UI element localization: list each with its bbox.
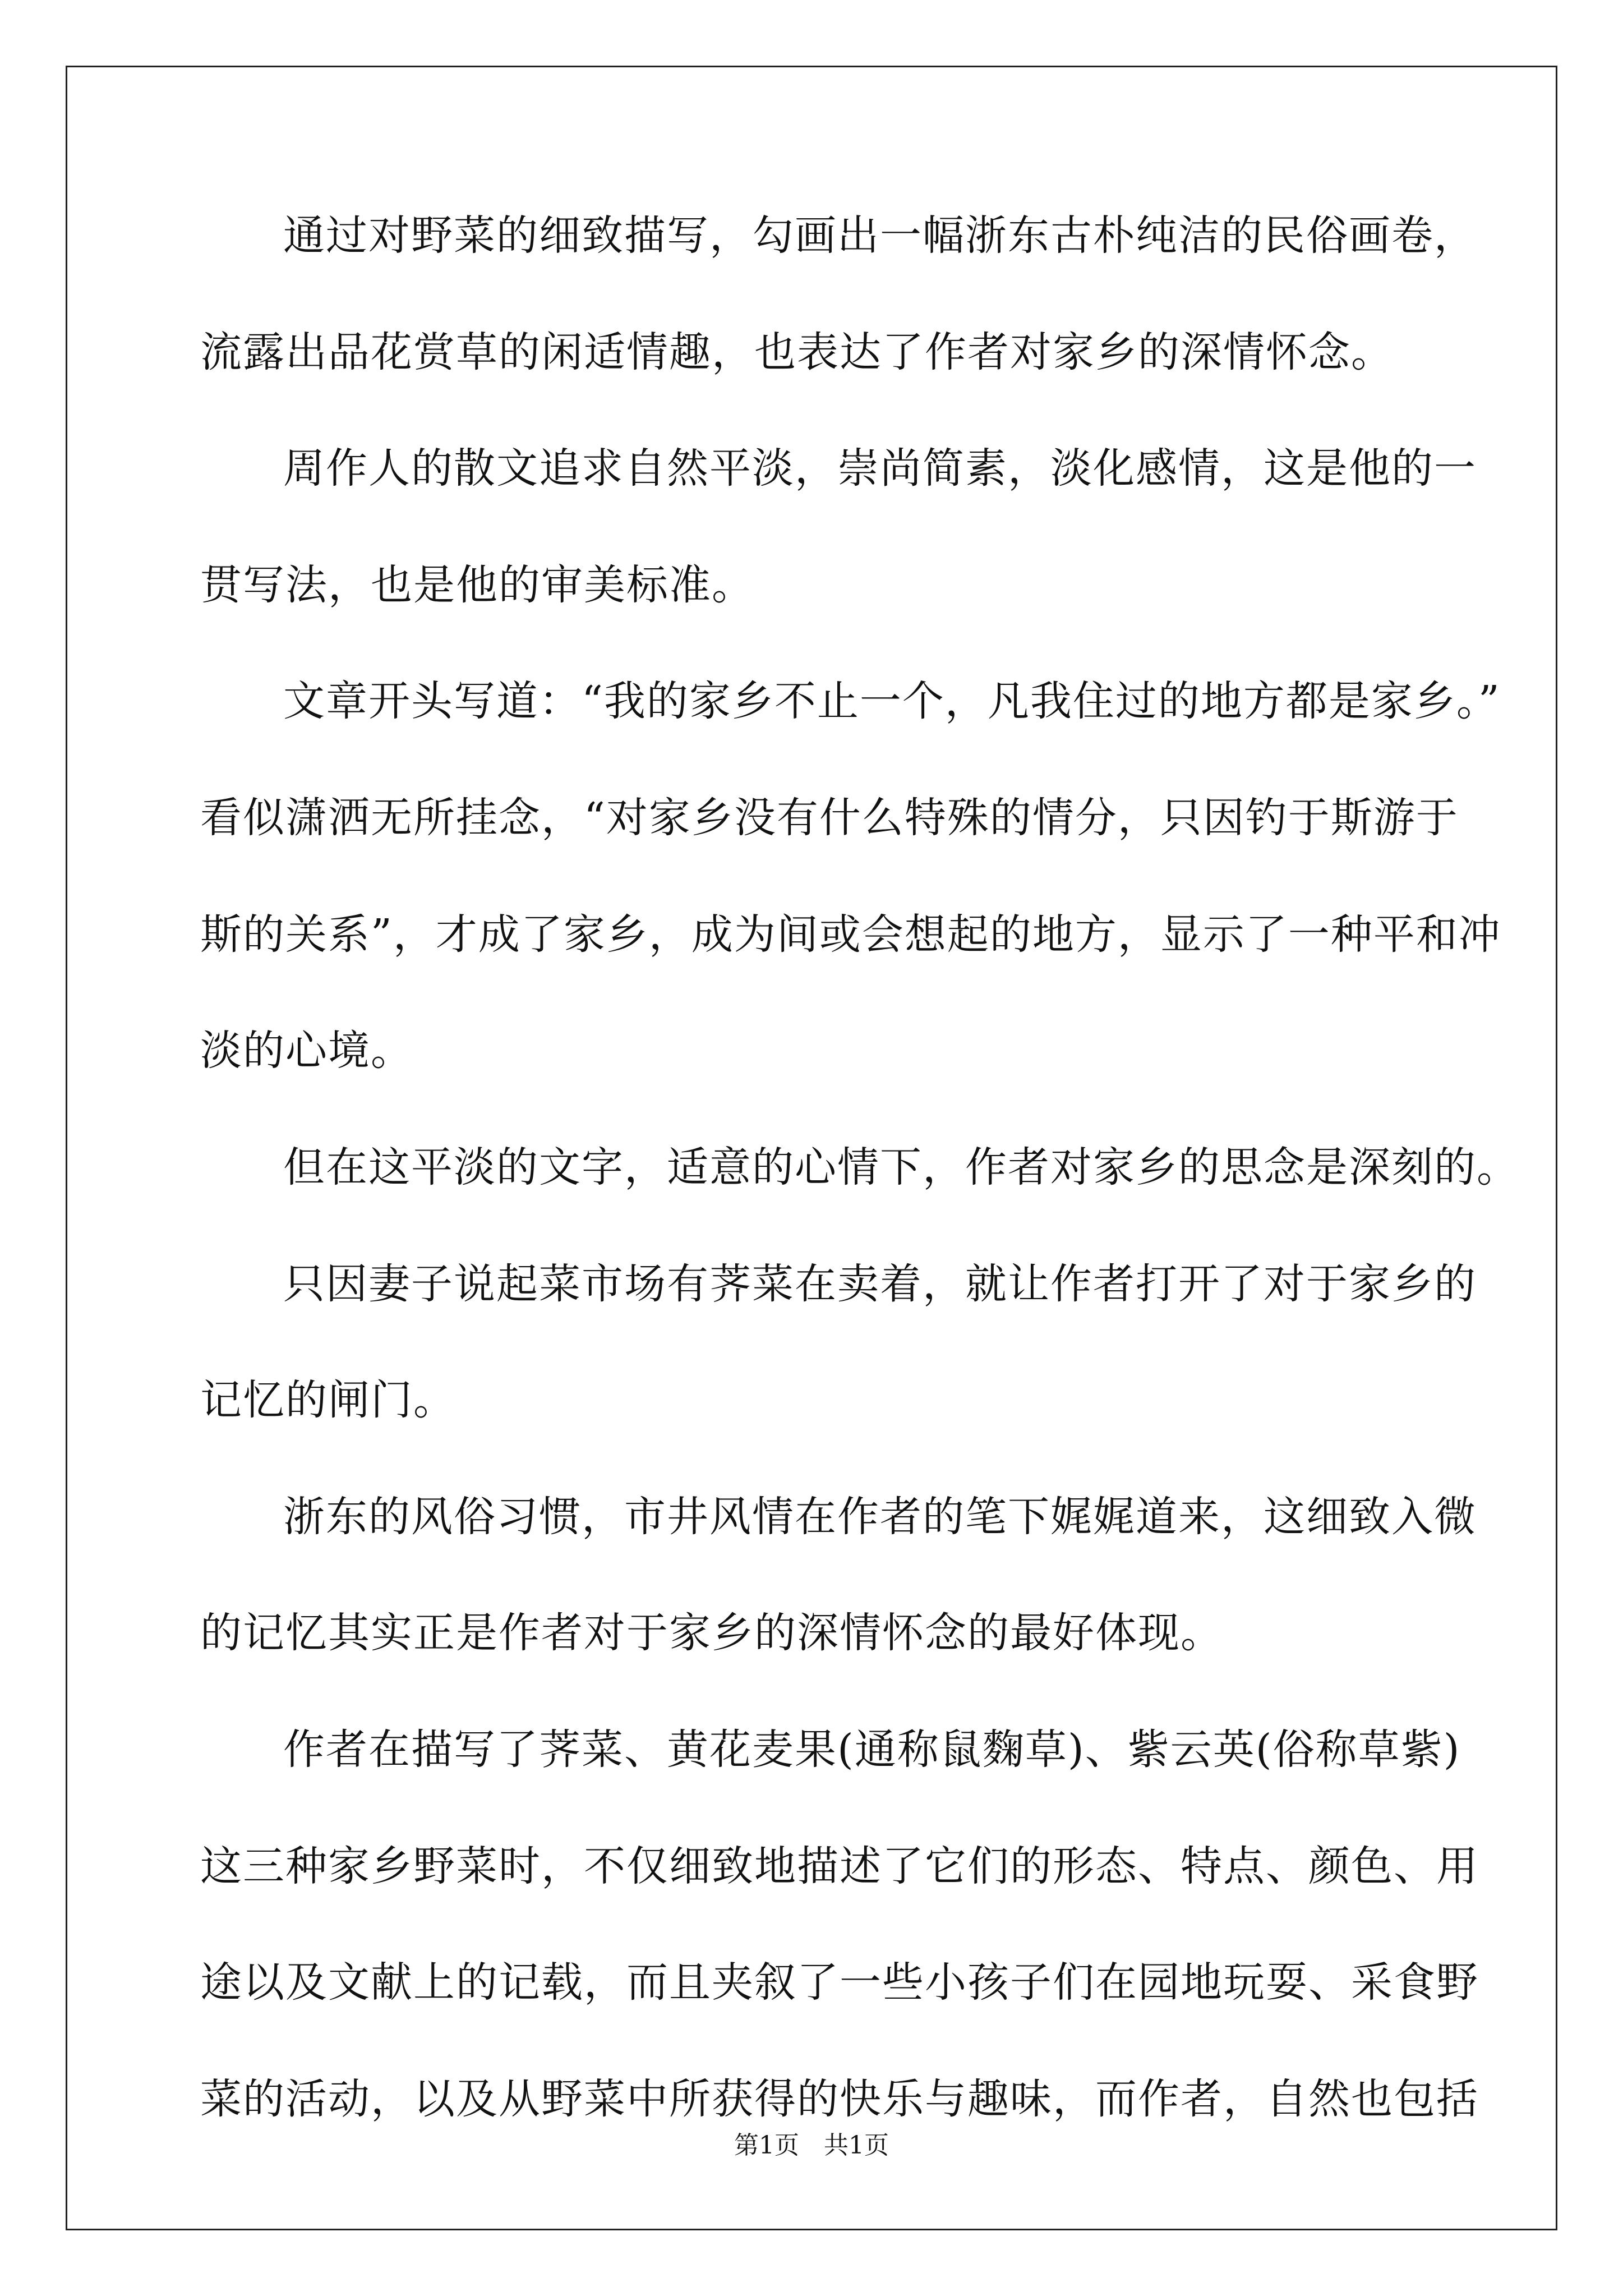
paragraph-3-line-3: 斯的关系”，才成了家乡，成为间或会想起的地方，显示了一种平和冲	[200, 910, 1501, 959]
paragraph-3-line-2: 看似潇洒无所挂念，“对家乡没有什么特殊的情分，只因钓于斯游于	[200, 794, 1459, 842]
paragraph-3-line-4: 淡的心境。	[200, 1027, 413, 1075]
page-number-footer: 第1页 共1页	[734, 2131, 889, 2160]
paragraph-3-line-1: 文章开头写道：“我的家乡不止一个，凡我住过的地方都是家乡。”	[283, 677, 1501, 725]
paragraph-1-line-1: 通过对野菜的细致描写，勾画出一幅浙东古朴纯洁的民俗画卷，	[283, 211, 1477, 260]
paragraph-6-line-1: 浙东的风俗习惯，市井风情在作者的笔下娓娓道来，这细致入微	[283, 1493, 1477, 1541]
paragraph-7-line-2: 这三种家乡野菜时，不仅细致地描述了它们的形态、特点、颜色、用	[200, 1842, 1479, 1890]
paragraph-4-line-1: 但在这平淡的文字，适意的心情下，作者对家乡的思念是深刻的。	[283, 1143, 1519, 1191]
paragraph-6-line-2: 的记忆其实正是作者对于家乡的深情怀念的最好体现。	[200, 1609, 1223, 1657]
paragraph-2-line-1: 周作人的散文追求自然平淡，崇尚简素，淡化感情，这是他的一	[283, 444, 1477, 493]
paragraph-7-line-4: 菜的活动，以及从野菜中所获得的快乐与趣味，而作者，自然也包括	[200, 2075, 1479, 2123]
paragraph-5-line-1: 只因妻子说起菜市场有荠菜在卖着，就让作者打开了对于家乡的	[283, 1260, 1477, 1308]
paragraph-7-line-3: 途以及文献上的记载，而且夹叙了一些小孩子们在园地玩耍、采食野	[200, 1958, 1479, 2007]
paragraph-1-line-2: 流露出品花赏草的闲适情趣，也表达了作者对家乡的深情怀念。	[200, 328, 1394, 376]
paragraph-2-line-2: 贯写法，也是他的审美标准。	[200, 561, 754, 609]
paragraph-5-line-2: 记忆的闸门。	[200, 1376, 456, 1424]
paragraph-7-line-1: 作者在描写了荠菜、黄花麦果(通称鼠麴草)、紫云英(俗称草紫)	[283, 1726, 1461, 1774]
